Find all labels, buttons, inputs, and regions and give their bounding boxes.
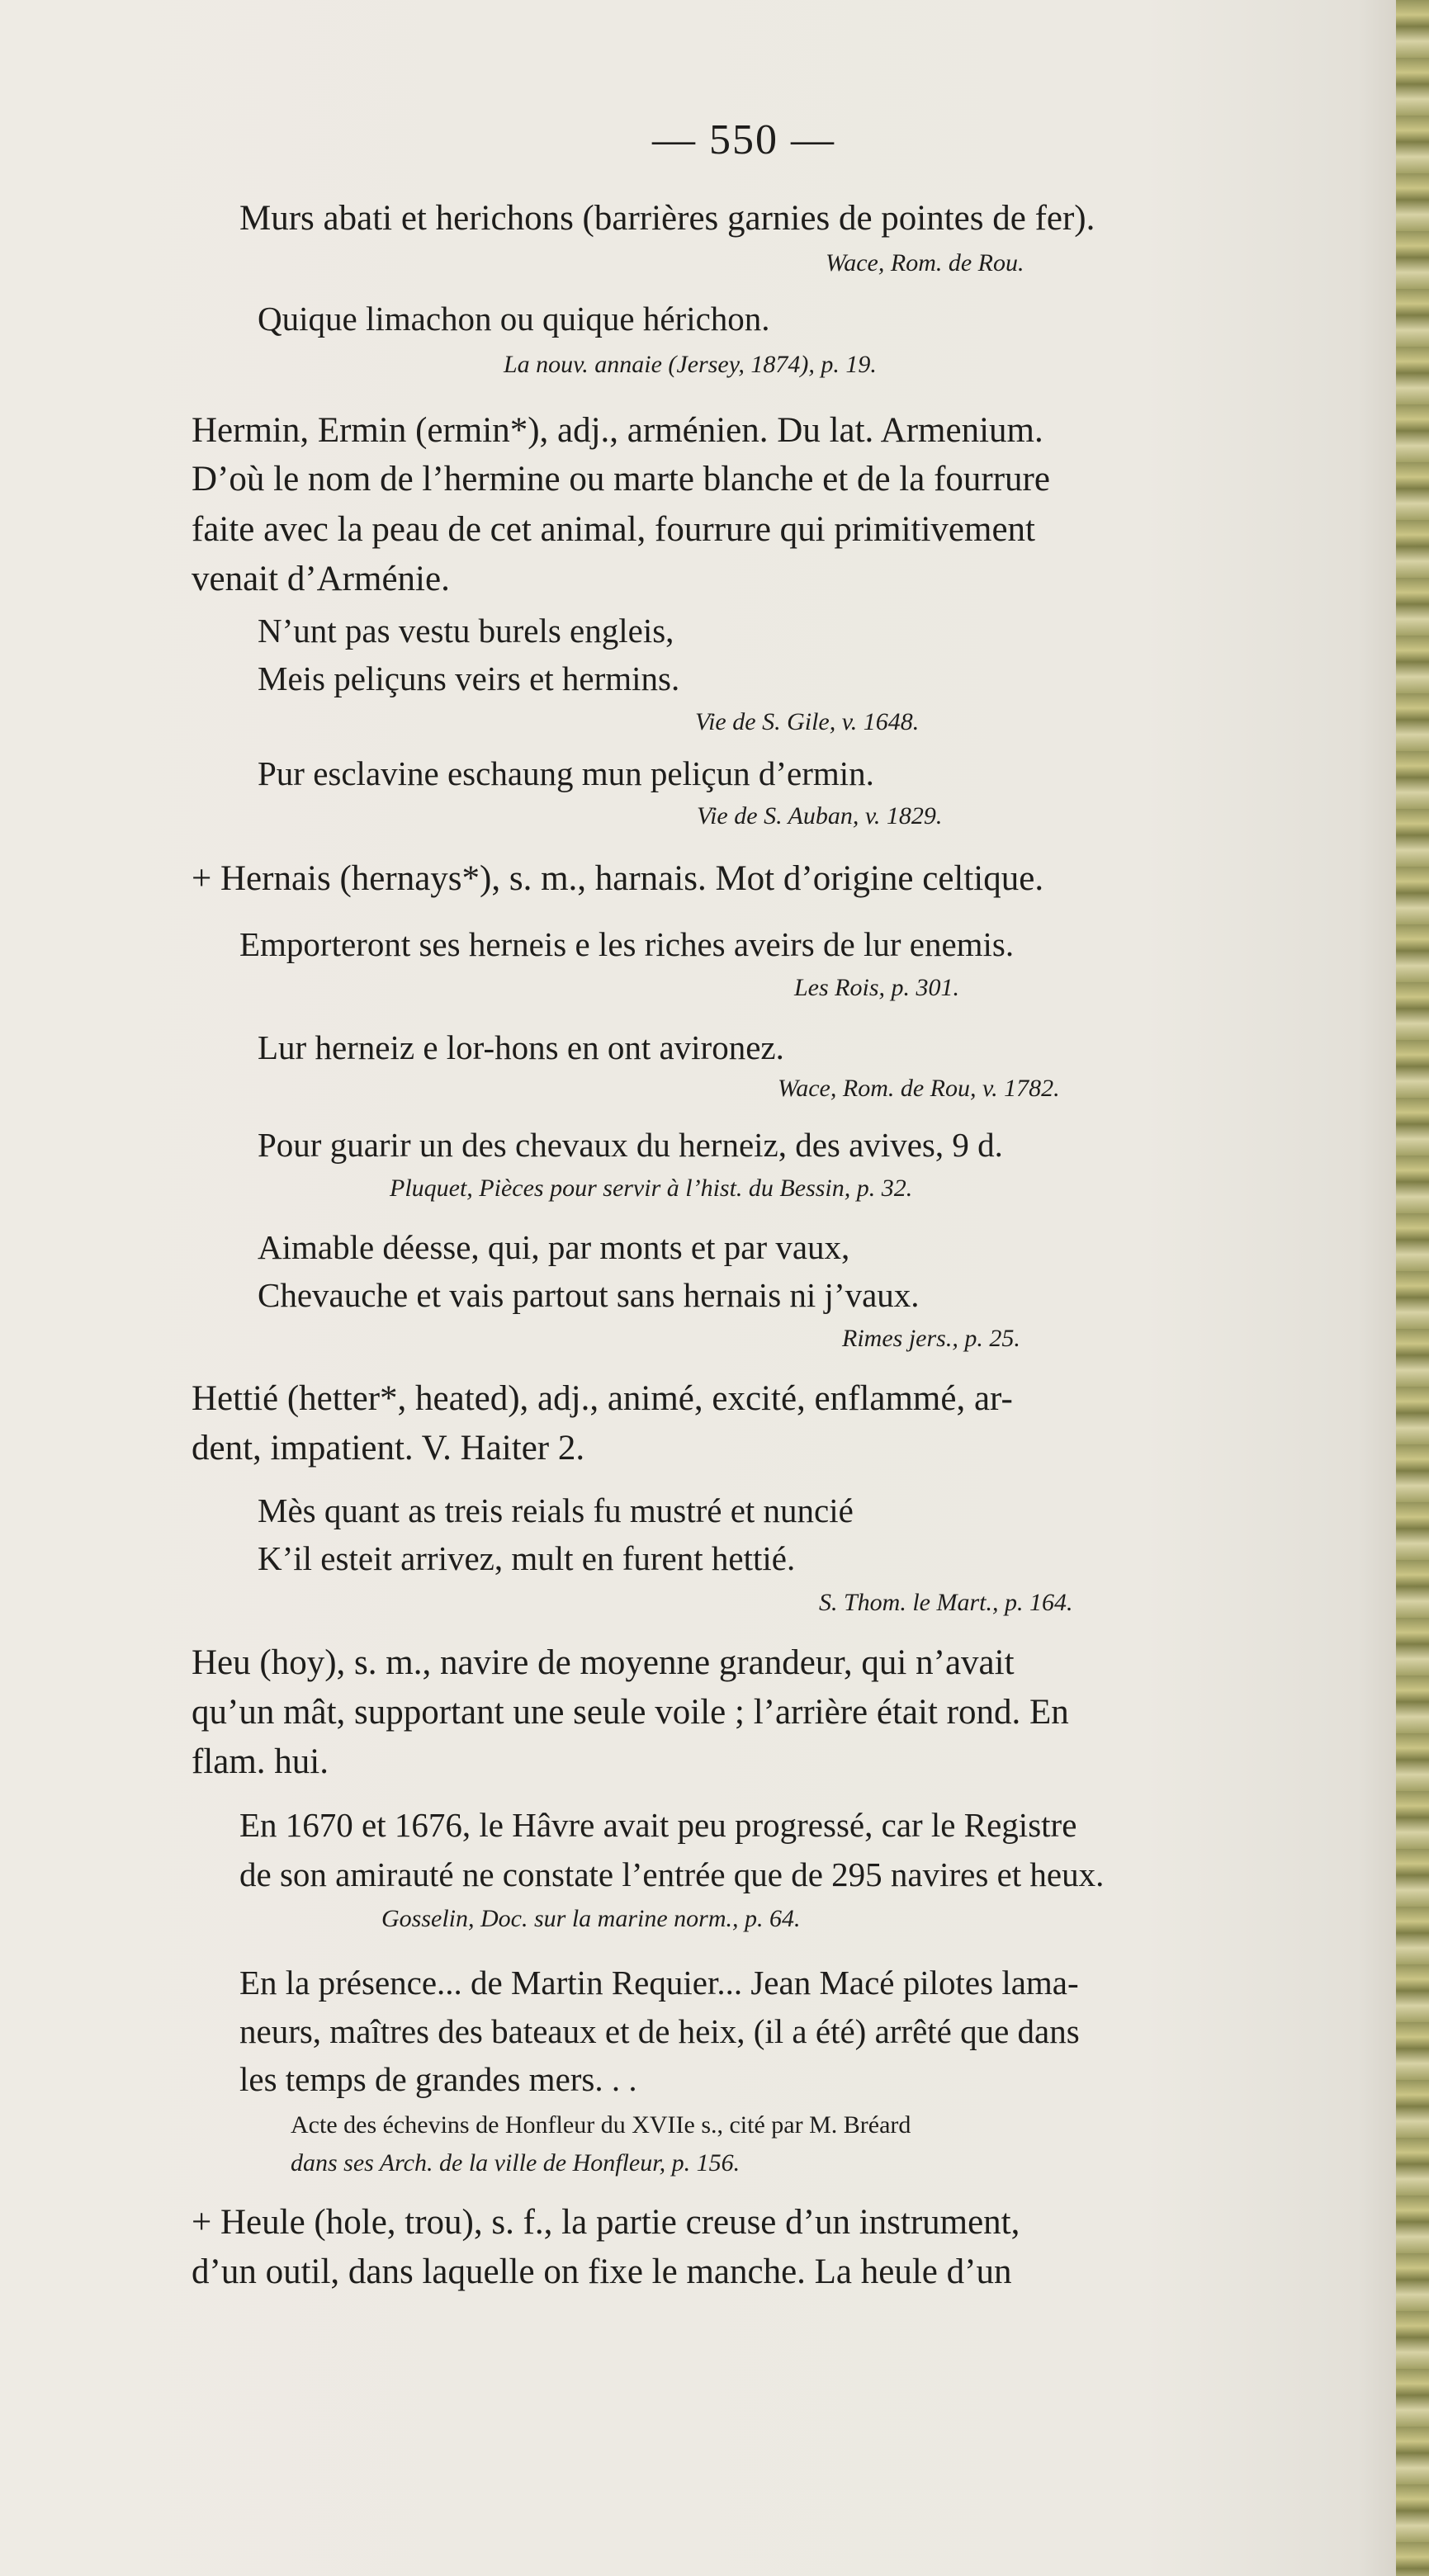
citation: Wace, Rom. de Rou, v. 1782. — [778, 1075, 1060, 1102]
quote-line: Mès quant as treis reials fu mustré et nuncié — [258, 1491, 854, 1529]
citation: Rimes jers., p. 25. — [842, 1325, 1020, 1352]
citation: Vie de S. Auban, v. 1829. — [697, 802, 943, 830]
citation: Gosselin, Doc. sur la marine norm., p. 64. — [381, 1905, 801, 1932]
quote-line: neurs, maîtres des bateaux et de heix, (il a été) arrêté que dans — [239, 2012, 1080, 2050]
text-line: D’où le nom de l’hermine ou marte blanche et de la fourrure — [192, 460, 1050, 499]
entry-hernais: + Hernais (hernays*), s. m., harnais. Mot d’origine celtique. — [192, 859, 1044, 898]
quote-line: Aimable déesse, qui, par monts et par vaux, — [258, 1228, 850, 1266]
citation: Pluquet, Pièces pour servir à l’hist. du Bessin, p. 32. — [390, 1175, 913, 1202]
page-number: — 550 — — [652, 116, 835, 163]
citation: Wace, Rom. de Rou. — [826, 249, 1024, 277]
citation: S. Thom. le Mart., p. 164. — [819, 1589, 1073, 1616]
page-edge — [1396, 0, 1429, 2576]
entry-heu: Heu (hoy), s. m., navire de moyenne grandeur, qui n’avait — [192, 1643, 1015, 1682]
quote-line: Meis peliçuns veirs et hermins. — [258, 659, 680, 697]
quote-line: En la présence... de Martin Requier... Jean Macé pilotes lama- — [239, 1964, 1079, 2002]
text-line: qu’un mât, supportant une seule voile ; l’arrière était rond. En — [192, 1693, 1069, 1732]
quote-line: Pur esclavine eschaung mun peliçun d’ermin. — [258, 754, 874, 792]
quote-line: Chevauche et vais partout sans hernais ni j’vaux. — [258, 1276, 920, 1314]
citation: dans ses Arch. de la ville de Honfleur, p. 156. — [291, 2149, 741, 2177]
quote-line: Lur herneiz e lor-hons en ont avironez. — [258, 1028, 784, 1066]
text-line: Murs abati et herichons (barrières garnies de pointes de fer). — [239, 199, 1095, 238]
citation: Acte des échevins de Honfleur du XVIIe s., cité par M. Bréard — [291, 2111, 911, 2139]
entry-hermin: Hermin, Ermin (ermin*), adj., arménien. Du lat. Armenium. — [192, 411, 1043, 450]
citation: Vie de S. Gile, v. 1648. — [695, 708, 920, 735]
text-line: faite avec la peau de cet animal, fourrure qui primitivement — [192, 510, 1035, 549]
text-line: dent, impatient. V. Haiter 2. — [192, 1429, 585, 1468]
quote-line: Pour guarir un des chevaux du herneiz, des avives, 9 d. — [258, 1126, 1003, 1164]
quote-line: K’il esteit arrivez, mult en furent hettié. — [258, 1539, 796, 1577]
text-line: flam. hui. — [192, 1742, 329, 1781]
quote-line: N’unt pas vestu burels engleis, — [258, 612, 674, 650]
citation: Les Rois, p. 301. — [794, 974, 960, 1001]
entry-heule: + Heule (hole, trou), s. f., la partie creuse d’un instrument, — [192, 2203, 1020, 2242]
entry-hettie: Hettié (hetter*, heated), adj., animé, excité, enflammé, ar- — [192, 1379, 1013, 1418]
quote-line: de son amirauté ne constate l’entrée que de 295 navires et heux. — [239, 1855, 1105, 1893]
quote-line: Quique limachon ou quique hérichon. — [258, 300, 770, 338]
text-line: d’un outil, dans laquelle on fixe le manche. La heule d’un — [192, 2252, 1012, 2291]
quote-line: les temps de grandes mers. . . — [239, 2060, 637, 2098]
quote-line: Emporteront ses herneis e les riches aveirs de lur enemis. — [239, 925, 1015, 963]
text-line: venait d’Arménie. — [192, 560, 450, 598]
quote-line: En 1670 et 1676, le Hâvre avait peu progressé, car le Registre — [239, 1806, 1077, 1844]
citation: La nouv. annaie (Jersey, 1874), p. 19. — [504, 351, 877, 378]
